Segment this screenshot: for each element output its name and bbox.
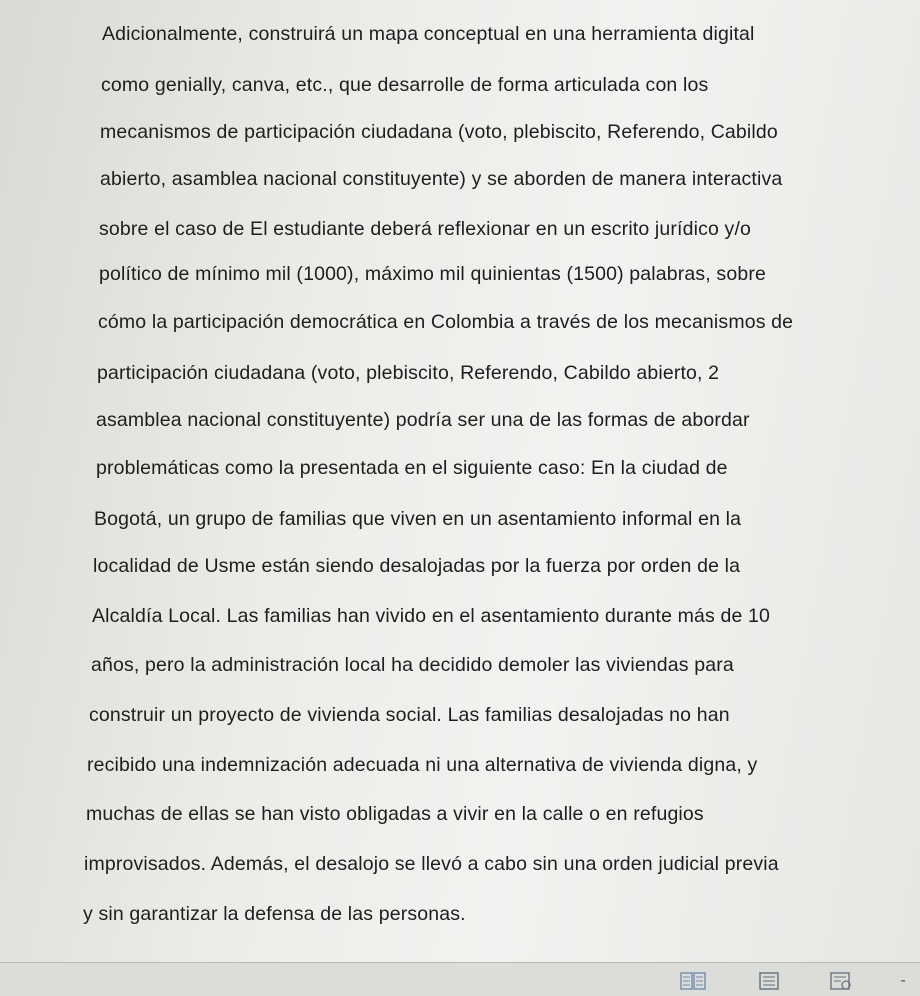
document-line: mecanismos de participación ciudadana (voto, plebiscito, Referendo, Cabildo <box>100 121 778 143</box>
document-line: cómo la participación democrática en Colombia a través de los mecanismos de <box>98 311 794 333</box>
document-line: problemáticas como la presentada en el siguiente caso: En la ciudad de <box>96 457 728 479</box>
zoom-out-button[interactable]: - <box>900 972 906 989</box>
document-line: muchas de ellas se han visto obligadas a vivir en la calle o en refugios <box>86 803 704 825</box>
web-layout-button[interactable] <box>826 970 856 992</box>
print-layout-icon <box>756 972 782 990</box>
document-line: participación ciudadana (voto, plebiscito, Referendo, Cabildo abierto, 2 <box>97 362 720 384</box>
read-mode-icon <box>680 972 706 990</box>
web-layout-icon <box>828 972 854 990</box>
read-mode-button[interactable] <box>678 970 708 992</box>
document-line: asamblea nacional constituyente) podría ser una de las formas de abordar <box>96 409 750 431</box>
document-line: Bogotá, un grupo de familias que viven en un asentamiento informal en la <box>94 508 742 530</box>
document-line: abierto, asamblea nacional constituyente) y se aborden de manera interactiva <box>100 168 783 190</box>
document-page[interactable] <box>70 0 920 960</box>
document-line: como genially, canva, etc., que desarrolle de forma articulada con los <box>101 74 709 96</box>
document-line: localidad de Usme están siendo desalojadas por la fuerza por orden de la <box>93 555 741 577</box>
print-layout-button[interactable] <box>754 970 784 992</box>
document-line: sobre el caso de El estudiante deberá reflexionar en un escrito jurídico y/o <box>99 218 752 240</box>
document-line: político de mínimo mil (1000), máximo mil quinientas (1500) palabras, sobre <box>99 263 766 285</box>
document-line: años, pero la administración local ha decidido demoler las viviendas para <box>91 654 734 676</box>
document-line: Adicionalmente, construirá un mapa conceptual en una herramienta digital <box>102 23 755 45</box>
document-line: Alcaldía Local. Las familias han vivido en el asentamiento durante más de 10 <box>92 605 771 627</box>
document-line: improvisados. Además, el desalojo se llevó a cabo sin una orden judicial previa <box>84 853 779 875</box>
document-line: recibido una indemnización adecuada ni una alternativa de vivienda digna, y <box>87 754 758 776</box>
document-line: y sin garantizar la defensa de las personas. <box>83 903 466 925</box>
document-line: construir un proyecto de vivienda social. Las familias desalojadas no han <box>89 704 730 726</box>
